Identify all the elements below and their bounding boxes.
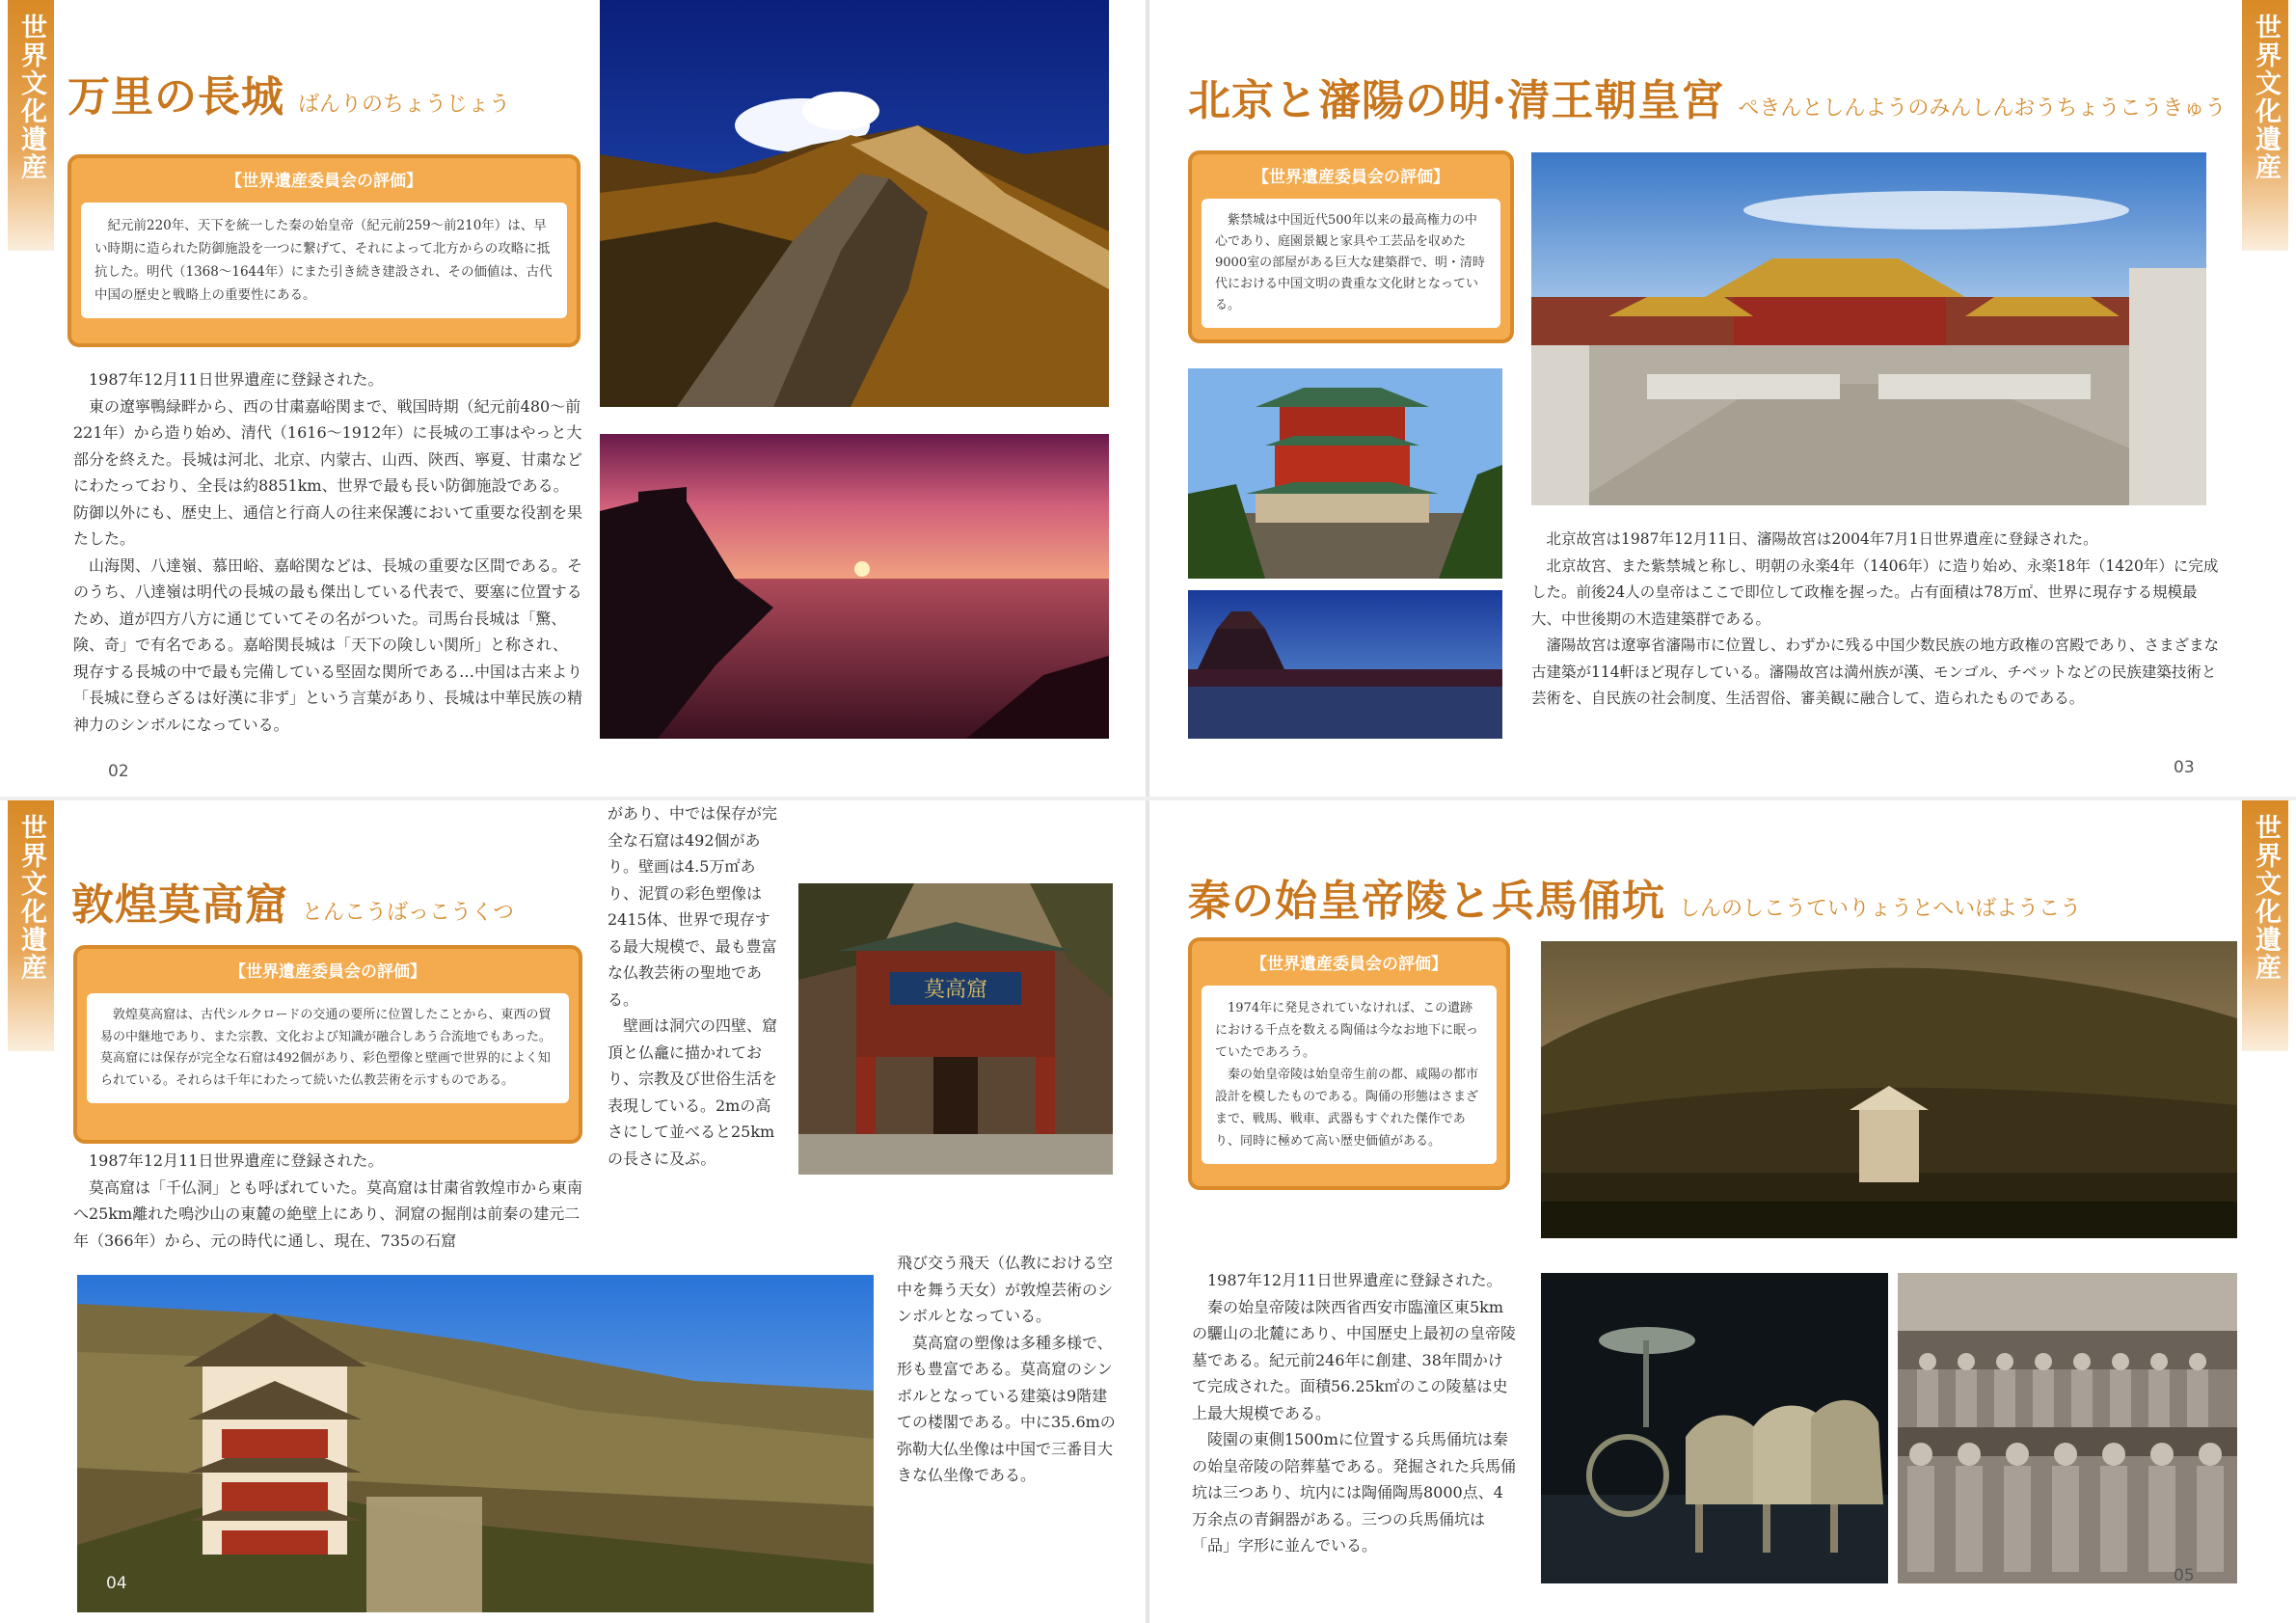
- evaluation-heading: 【世界遺産委員会の評価】: [230, 962, 426, 982]
- evaluation-text: 紫禁城は中国近代500年以来の最高権力の中心であり、庭園景観と家具や工芸品を収めた9000室の部屋がある巨大な建築群で、明・清時代における中国文明の貴重な文化財となっている。: [1202, 199, 1500, 328]
- title-reading: しんのしこうていりょうとへいばようこう: [1679, 897, 2082, 921]
- title-reading: とんこうばっこうくつ: [302, 901, 515, 925]
- title-main: 北京と瀋陽の明·清王朝皇宮: [1188, 76, 1725, 125]
- body-text: 北京故宮は1987年12月11日、瀋陽故宮は2004年7月1日世界遺産に登録された。 北京故宮、また紫禁城と称し、明朝の永楽4年（1406年）に造り始め、永楽18年（1420年）に完成した。前後24人の皇帝はここで即位して政権を握った。占有面積は78万㎡、世界に現存する規模最大、中世後期の木造建築群である。 瀋陽故宮は遼寧省瀋陽市に位置し、わずかに残る中国少数民族の地方政権の宮殿であり、さまざまな古建築が114軒ほど現存している。瀋陽故宮は満州族が漢、モンゴル、チベットなどの民族建築技術と芸術を、自民族の社会制度、生活習俗、審美観に融合して、造られたものである。: [1531, 530, 2220, 707]
- forbidden-city-photo: [1531, 152, 2206, 505]
- gate-plaque: 莫高窟: [923, 978, 988, 1002]
- evaluation-heading: 【世界遺産委員会の評価】: [1251, 955, 1447, 974]
- page-number: 02: [108, 762, 129, 781]
- mogao-gate-photo: [798, 883, 1113, 1175]
- page-02: [0, 0, 1146, 797]
- page-03: [1149, 0, 2296, 797]
- evaluation-heading: 【世界遺産委員会の評価】: [1253, 168, 1449, 187]
- page-number: 05: [2174, 1566, 2195, 1585]
- evaluation-text: 敦煌莫高窟は、古代シルクロードの交通の要所に位置したことから、東西の貿易の中継地であり、また宗教、文化および知識が融合しあう合流地でもあった。莫高窟には保存が完全な石窟は492個があり、彩色塑像と壁画で世界的によく知られている。それらは千年にわたって続いた仏教芸術を示すものである。: [87, 993, 569, 1103]
- side-tab-label: 世界文化遺産: [8, 0, 54, 251]
- evaluation-box: [73, 945, 582, 1144]
- page-number: 04: [106, 1574, 127, 1593]
- page-title: [71, 870, 514, 932]
- corner-tower-photo: [1188, 590, 1502, 739]
- body-text: 1987年12月11日世界遺産に登録された。 東の遼寧鴨緑畔から、西の甘粛嘉峪関まで、戦国時期（紀元前480〜前221年）から造り始め、清代（1616〜1912年）に長城の工事はやっと大部分を終えた。長城は河北、北京、内蒙古、山西、陝西、寧夏、甘粛などにわたっており、全長は約8851km、世界で最も長い防御施設である。防御以外にも、歴史上、通信と行商人の往来保護において重要な役割を果たした。 山海関、八達嶺、慕田峪、嘉峪関などは、長城の重要な区間である。そのうち、八達嶺は明代の長城の最も傑出している代表で、要塞に位置するため、道が四方八方に通じていてその名がついた。司馬台長城は「驚、険、奇」で有名である。嘉峪関長城は「天下の険しい関所」と称され、現存する長城の中で最も完備している堅固な関所である…中国は古来より「長城に登らざるは好漢に非ず」という言葉があり、長城は中華民族の精神力のシンボルになっている。: [73, 370, 583, 734]
- title-main: 万里の長城: [68, 72, 284, 122]
- page-number: 03: [2174, 758, 2195, 777]
- evaluation-box: [68, 154, 581, 347]
- mausoleum-photo: [1541, 941, 2237, 1238]
- page-04: [0, 800, 1146, 1623]
- side-tab-label: 世界文化遺産: [2242, 0, 2288, 251]
- sunset-wall-photo: [600, 434, 1109, 739]
- page-05: [1149, 800, 2296, 1623]
- great-wall-photo: [600, 0, 1109, 407]
- title-main: 秦の始皇帝陵と兵馬俑坑: [1188, 877, 1665, 926]
- evaluation-box: [1188, 150, 1514, 343]
- nine-story-pavilion-photo: [77, 1275, 874, 1612]
- page-title: [1188, 866, 2081, 928]
- title-reading: ばんりのちょうじょう: [298, 93, 511, 117]
- evaluation-box: [1188, 937, 1510, 1190]
- side-tab-label: 世界文化遺産: [8, 800, 54, 1051]
- page-title: [1188, 66, 2226, 127]
- side-tab-label: 世界文化遺産: [2242, 800, 2288, 1051]
- body-text-middle: があり、中では保存が完全な石窟は492個があり。壁画は4.5万㎡あり、泥質の彩色塑像は2415体、世界で現存する最大規模で、最も豊富な仏教芸術の聖地である。 壁画は洞穴の四壁、窟頂と仏龕に描かれており、宗教及び世俗生活を表現している。2mの高さにして並べると25kmの長さに及ぶ。: [608, 804, 778, 1168]
- body-text-left: 1987年12月11日世界遺産に登録された。 莫高窟は「千仏洞」とも呼ばれていた。莫高窟は甘粛省敦煌市から東南へ25km離れた鳴沙山の東麓の絶壁上にあり、洞窟の掘削は前秦の建元二年（366年）から、元の時代に通し、現在、735の石窟: [73, 1151, 583, 1250]
- body-text-right: 飛び交う飛天（仏教における空中を舞う天女）が敦煌芸術のシンボルとなっている。 莫高窟の塑像は多種多様で、形も豊富である。莫高窟のシンボルとなっている建築は9階建ての楼閣である。中に35.6mの弥勒大仏坐像は中国で三番目大きな仏坐像である。: [897, 1254, 1116, 1484]
- terracotta-army-photo: [1898, 1273, 2237, 1583]
- shenyang-palace-photo: [1188, 368, 1502, 579]
- evaluation-text: 紀元前220年、天下を統一した秦の始皇帝（紀元前259〜前210年）は、早い時期に造られた防御施設を一つに繋げて、それによって北方からの攻略に抵抗した。明代（1368〜1644年）にまた引き続き建設され、その価値は、古代中国の歴史と戦略上の重要性にある。: [81, 203, 567, 318]
- bronze-chariot-photo: [1541, 1273, 1888, 1583]
- title-main: 敦煌莫高窟: [71, 880, 288, 930]
- evaluation-heading: 【世界遺産委員会の評価】: [226, 172, 422, 191]
- evaluation-text: 1974年に発見されていなければ、この遺跡における千点を数える陶俑は今なお地下に眠っていたであろう。 秦の始皇帝陵は始皇帝生前の都、咸陽の都市設計を模したものである。陶俑の形態はさまざまで、戦馬、戦車、武器もすぐれた傑作であり、同時に極めて高い歴史価値がある。: [1202, 986, 1497, 1164]
- body-text: 1987年12月11日世界遺産に登録された。 秦の始皇帝陵は陝西省西安市臨潼区東5kmの驪山の北麓にあり、中国歴史上最初の皇帝陵墓である。紀元前246年に創建、38年間かけて完成された。面積56.25k㎡のこの陵墓は史上最大規模である。 陵園の東側1500mに位置する兵馬俑坑は秦の始皇帝陵の陪葬墓である。発掘された兵馬俑坑は三つあり、坑内には陶俑陶馬8000点、4万余点の青銅器がある。三つの兵馬俑坑は「品」字形に並んでいる。: [1192, 1271, 1517, 1555]
- page-title: [68, 62, 510, 123]
- title-reading: ぺきんとしんようのみんしんおうちょうこうきゅう: [1738, 96, 2227, 121]
